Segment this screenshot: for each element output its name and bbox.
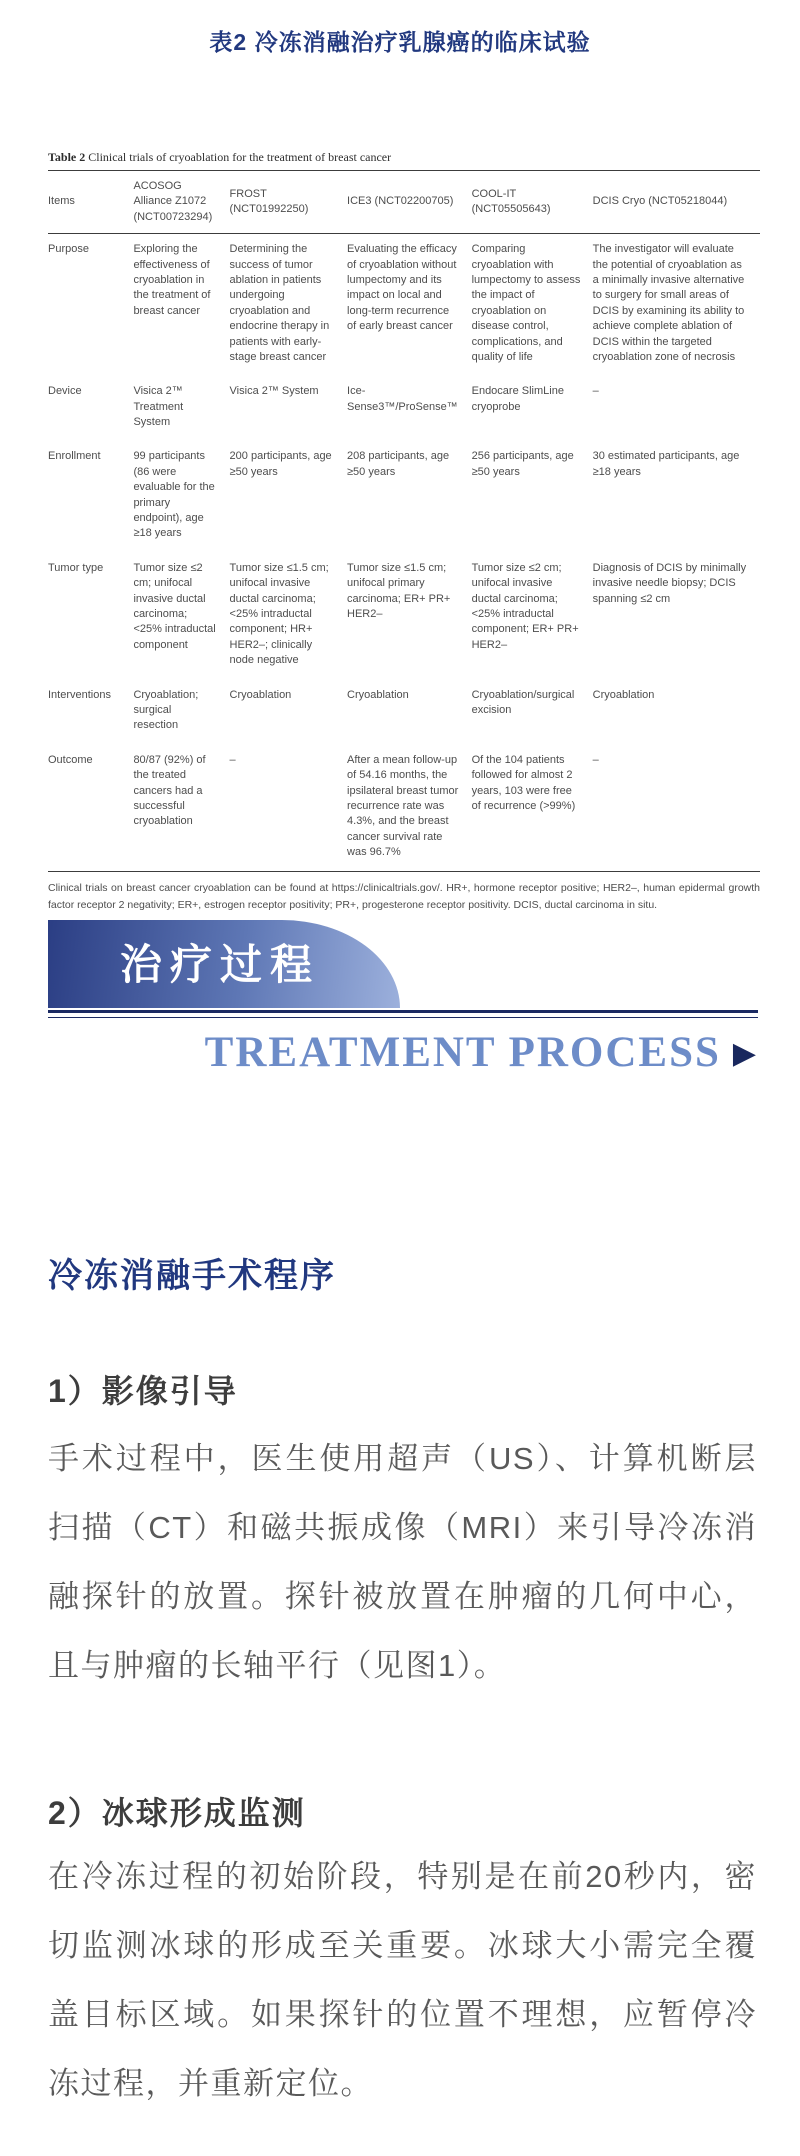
table-cell: Cryoablation [229, 688, 292, 701]
table-cell: 30 estimated participants, age ≥18 years [592, 450, 740, 478]
table-cell: After a mean follow-up of 54.16 months, the ipsilateral breast tumor recurrence rate was 4.3%, and the breast cancer survival rate was 96.7% [347, 753, 459, 859]
clinical-trials-table [48, 171, 760, 872]
table-cell: Cryoablation [347, 688, 409, 701]
section-heading: 冷冻消融手术程序 [48, 1257, 336, 1295]
table-row-label: Enrollment [48, 450, 101, 463]
banner-subtitle-row [205, 1028, 756, 1077]
table-cell: Comparing cryoablation with lumpectomy to assess the impact of cryoablation on disease control, complications, and quality of life [471, 243, 581, 363]
table-row-label: Outcome [48, 753, 93, 766]
table-col-header: DCIS Cryo (NCT05218044) [593, 171, 760, 234]
table-caption-number: Table 2 [48, 150, 86, 164]
table-cell: Tumor size ≤2 cm; unifocal invasive ductal carcinoma; <25% intraductal component [133, 561, 216, 651]
table-cell: Cryoablation/surgical excision [471, 688, 575, 716]
table-col-header: ACOSOG Alliance Z1072 (NCT00723294) [133, 171, 229, 234]
table-cell: 99 participants (86 were evaluable for the primary endpoint), age ≥18 years [133, 450, 215, 540]
table-cell: Diagnosis of DCIS by minimally invasive needle biopsy; DCIS spanning ≤2 cm [592, 561, 747, 605]
table-cell: Visica 2™ System [229, 385, 319, 398]
table-cell: Tumor size ≤2 cm; unifocal invasive ductal carcinoma; <25% intraductal component; ER+ PR+ HER2– [471, 561, 579, 651]
table-row-label: Interventions [48, 688, 111, 701]
table-cell: Visica 2™ Treatment System [133, 385, 184, 429]
banner-subtitle: TREATMENT PROCESS [204, 1029, 721, 1076]
table-cell: – [592, 753, 599, 766]
subsection-body-1: 手术过程中，医生使用超声（US）、计算机断层扫描（CT）和磁共振成像（MRI）来引导冷冻消融探针的放置。探针被放置在肿瘤的几何中心，且与肿瘤的长轴平行（见图1）。 [48, 1441, 757, 1683]
table-row [48, 376, 760, 441]
table-row [48, 553, 760, 680]
table-col-header: ICE3 (NCT02200705) [347, 171, 472, 234]
table-row-label: Tumor type [48, 561, 104, 574]
table-cell: Of the 104 patients followed for almost 2 years, 103 were free of recurrence (>99%) [471, 753, 576, 812]
treatment-process-banner [48, 920, 400, 1008]
table-cell: Evaluating the efficacy of cryoablation without lumpectomy and its impact on local and long-term recurrence of early breast cancer [347, 243, 457, 333]
section-divider [48, 1010, 758, 1018]
table-cell: Cryoablation; surgical resection [133, 688, 199, 732]
table-footnote: Clinical trials on breast cancer cryoablation can be found at https://clinicaltrials.gov/. HR+, hormone receptor positive; HER2–, human epidermal growth factor receptor 2 negativity; ER+, estrogen receptor positivity; PR+, progesterone receptor positivity. DCIS, ductal carcinoma in situ. [48, 882, 760, 912]
table-cell: Tumor size ≤1.5 cm; unifocal invasive ductal carcinoma; <25% intraductal component; HR+ HER2–; clinically node negative [229, 561, 329, 667]
table-col-header: FROST (NCT01992250) [230, 171, 347, 234]
table-cell: Cryoablation [592, 688, 655, 701]
table-caption [48, 150, 760, 171]
table-row [48, 745, 760, 872]
table-row-label: Purpose [48, 243, 89, 256]
table-cell: 200 participants, age ≥50 years [229, 450, 332, 478]
table-cell: Ice-Sense3™/ProSense™ [347, 385, 458, 413]
table-cell: Endocare SlimLine cryoprobe [471, 385, 564, 413]
table-cell: 256 participants, age ≥50 years [471, 450, 574, 478]
table-cell: 80/87 (92%) of the treated cancers had a successful cryoablation [133, 753, 206, 828]
banner-title: 治疗过程 [120, 943, 321, 989]
table-cell: The investigator will evaluate the potential of cryoablation as a minimally invasive alternative to surgery for small areas of DCIS by examining its ability to achieve complete ablation of DCIS within the targeted cryoablation zone of necrosis [592, 243, 745, 363]
table-col-header: Items [48, 171, 133, 234]
table-cell: – [592, 385, 599, 398]
table-cell: Tumor size ≤1.5 cm; unifocal primary carcinoma; ER+ PR+ HER2– [347, 561, 451, 620]
table-header-row [48, 171, 760, 234]
subsection-title-1: 1）影像引导 [48, 1373, 238, 1409]
subsection-title-2: 2）冰球形成监测 [48, 1795, 306, 1831]
page-title: 表2 冷冻消融治疗乳腺癌的临床试验 [209, 29, 591, 55]
clinical-trials-table-figure [48, 150, 760, 914]
table-col-header: COOL-IT (NCT05505643) [472, 171, 593, 234]
subsection-body-2: 在冷冻过程的初始阶段，特别是在前20秒内，密切监测冰球的形成至关重要。冰球大小需完全覆盖目标区域。如果探针的位置不理想，应暂停冷冻过程，并重新定位。 [48, 1859, 757, 2101]
arrow-right-icon: ▶ [732, 1036, 756, 1071]
table-row [48, 680, 760, 745]
table-row-label: Device [48, 385, 82, 398]
table-cell: – [229, 753, 236, 766]
table-cell: Determining the success of tumor ablation in patients undergoing cryoablation and endocrine therapy in patients with early-stage breast cancer [229, 243, 330, 363]
table-row [48, 234, 760, 377]
table-cell: 208 participants, age ≥50 years [347, 450, 450, 478]
table-caption-text: Clinical trials of cryoablation for the treatment of breast cancer [85, 150, 392, 164]
table-row [48, 441, 760, 552]
table-cell: Exploring the effectiveness of cryoablation in the treatment of breast cancer [133, 243, 211, 317]
